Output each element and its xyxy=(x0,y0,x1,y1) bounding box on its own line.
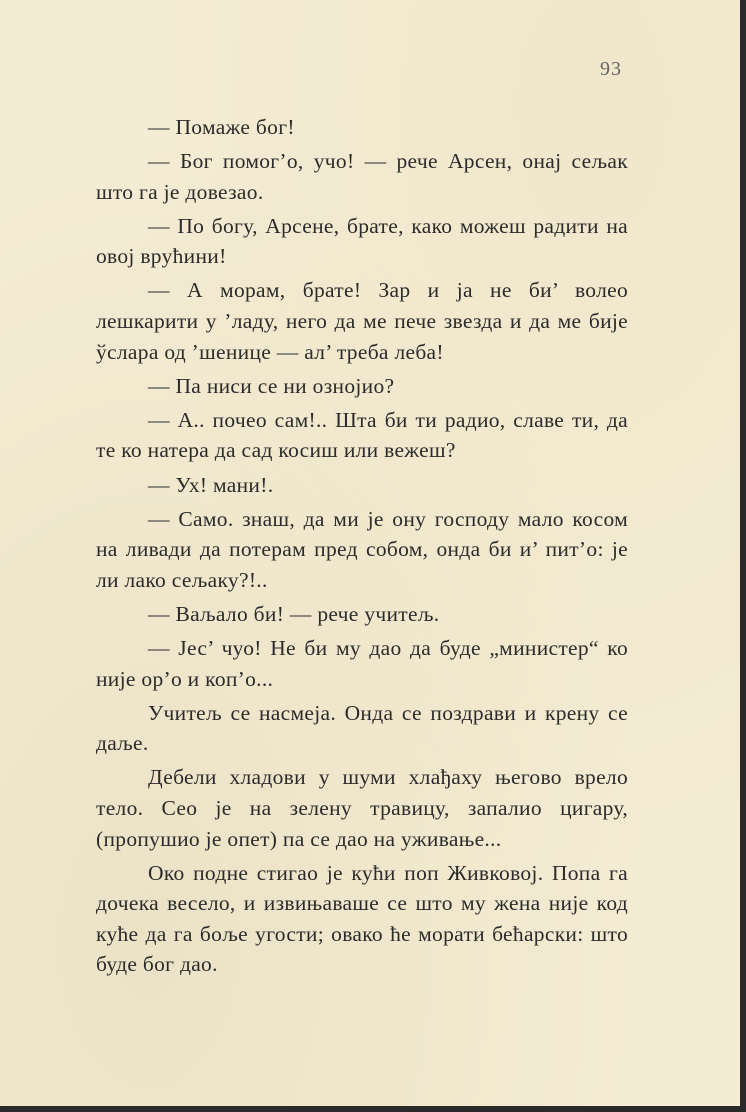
paragraph: — Бог помог’о, учо! — рече Арсен, онај сељак што га је довезао. xyxy=(96,149,628,204)
page-edge-shadow xyxy=(740,0,746,1112)
page-bottom-shadow xyxy=(0,1106,746,1112)
paragraph: — Ух! мани!. xyxy=(148,472,274,497)
paragraph: Учитељ се насмеја. Онда се поздрави и крену се даље. xyxy=(96,700,628,756)
paragraph: — Ваљало би! — рече учитељ. xyxy=(148,601,440,626)
paragraph: Око подне стигао је кући поп Живковој. Попа га дочека весело, и извињаваше се што му жена није код куће да га боље угости; овако ће морати бећарски: што буде бог дао. xyxy=(96,860,628,977)
page-text xyxy=(96,112,628,984)
paragraph: — Само. знаш, да ми је ону господу мало косом на ливади да потерам пред собом, онда би и’ пит’о: је ли лако сељаку?!.. xyxy=(96,506,628,592)
paragraph: — По богу, Арсене, брате, како можеш радити на овој врућини! xyxy=(96,213,628,269)
paragraph: Дебели хладови у шуми хлађаху његово врело тело. Сео је на зелену травицу, запалио цигару, (пропушио је опет) па се дао на уживање... xyxy=(96,765,628,851)
paragraph: — Помаже бог! xyxy=(148,115,295,139)
paragraph: — Јес’ чуо! Не би му дао да буде „министер“ ко није ор’о и коп’о... xyxy=(96,636,628,691)
paragraph: — А морам, брате! Зар и ја не би’ волео лешкарити у ’ладу, него да ме пече звезда и да ме бије ўслара од ’шенице — ал’ треба леба! xyxy=(96,278,628,364)
paragraph: — А.. почео сам!.. Шта би ти радио, славе ти, да те ко натера да сад косиш или вежеш? xyxy=(96,407,628,463)
page-number: 93 xyxy=(600,58,622,80)
paragraph: — Па ниси се ни ознојио? xyxy=(148,373,395,398)
